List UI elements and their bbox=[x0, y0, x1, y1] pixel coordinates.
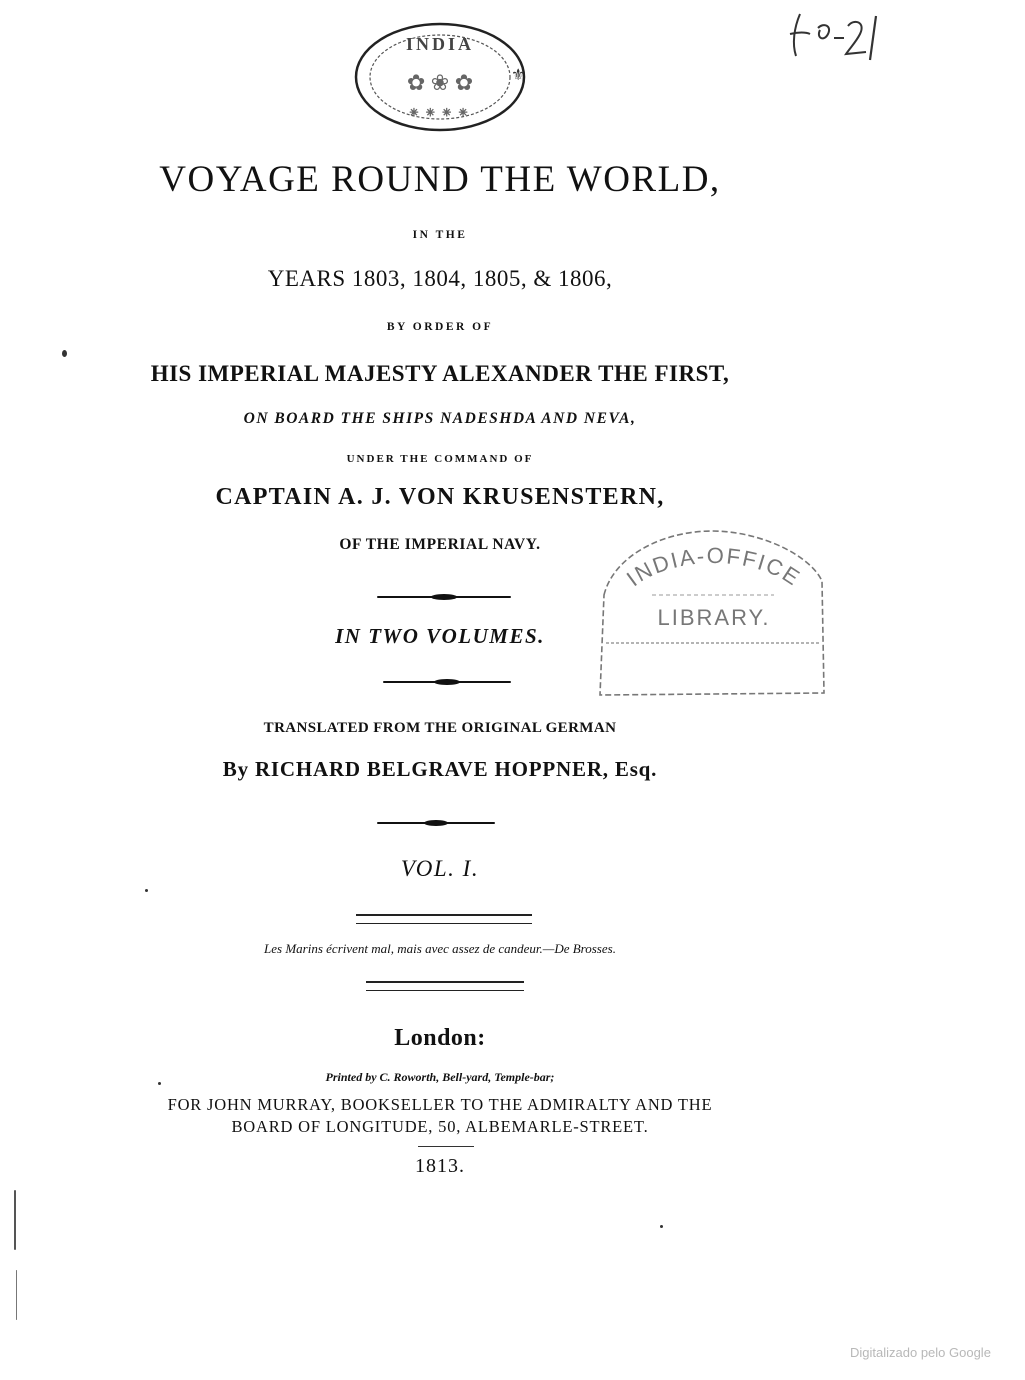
handwritten-shelfmark bbox=[780, 4, 890, 74]
year-rule bbox=[418, 1146, 474, 1147]
svg-text:⁕⁕⁕⁕: ⁕⁕⁕⁕ bbox=[407, 105, 473, 122]
scan-edge-mark bbox=[14, 1190, 16, 1250]
volumes-line: IN TWO VOLUMES. bbox=[335, 624, 545, 648]
imprint-city: London: bbox=[394, 1025, 486, 1051]
patron-line: HIS IMPERIAL MAJESTY ALEXANDER THE FIRST, bbox=[150, 361, 730, 386]
publisher-line-1: FOR JOHN MURRAY, BOOKSELLER TO THE ADMIRALTY AND THE bbox=[167, 1095, 713, 1114]
digitization-watermark: Digitalizado pelo Google bbox=[850, 1345, 991, 1360]
translation-note: TRANSLATED FROM THE ORIGINAL GERMAN bbox=[263, 720, 617, 736]
translator-line: By RICHARD BELGRAVE HOPPNER, Esq. bbox=[222, 757, 658, 781]
scan-speck bbox=[62, 350, 67, 357]
scan-speck bbox=[145, 889, 148, 892]
book-title: VOYAGE ROUND THE WORLD, bbox=[159, 159, 721, 200]
double-rule bbox=[366, 981, 524, 991]
author-line: CAPTAIN A. J. VON KRUSENSTERN, bbox=[215, 484, 665, 510]
by-order-label: BY ORDER OF bbox=[386, 321, 494, 333]
printer-line: Printed by C. Roworth, Bell-yard, Temple-bar; bbox=[325, 1070, 555, 1084]
command-label: UNDER THE COMMAND OF bbox=[346, 453, 534, 465]
epigraph: Les Marins écrivent mal, mais avec assez de candeur.—De Brosses. bbox=[264, 941, 616, 956]
india-office-library-stamp bbox=[594, 525, 830, 703]
svg-text:⚜: ⚜ bbox=[511, 67, 526, 84]
scan-speck bbox=[158, 1082, 161, 1085]
in-the-label: IN THE bbox=[412, 229, 468, 241]
stamp-bottom-text: LIBRARY. bbox=[657, 605, 771, 630]
publication-year: 1813. bbox=[415, 1155, 465, 1177]
publisher-line-2: BOARD OF LONGITUDE, 50, ALBEMARLE-STREET. bbox=[231, 1117, 649, 1136]
stamp-arc-text: INDIA-OFFICE bbox=[621, 542, 806, 592]
double-rule bbox=[356, 914, 532, 924]
svg-text:INDIA-OFFICE bbox=[622, 543, 806, 591]
volume-number: VOL. I. bbox=[400, 856, 480, 881]
svg-text:✿ ❀ ✿: ✿ ❀ ✿ bbox=[406, 70, 474, 95]
scan-speck bbox=[660, 1225, 663, 1228]
scan-edge-mark bbox=[16, 1270, 17, 1320]
author-affiliation: OF THE IMPERIAL NAVY. bbox=[339, 536, 541, 553]
svg-text:INDIA: INDIA bbox=[405, 34, 475, 54]
library-seal-stamp bbox=[351, 18, 531, 138]
voyage-years: YEARS 1803, 1804, 1805, & 1806, bbox=[267, 266, 613, 291]
ships-line: ON BOARD THE SHIPS NADESHDA AND NEVA, bbox=[243, 410, 637, 427]
